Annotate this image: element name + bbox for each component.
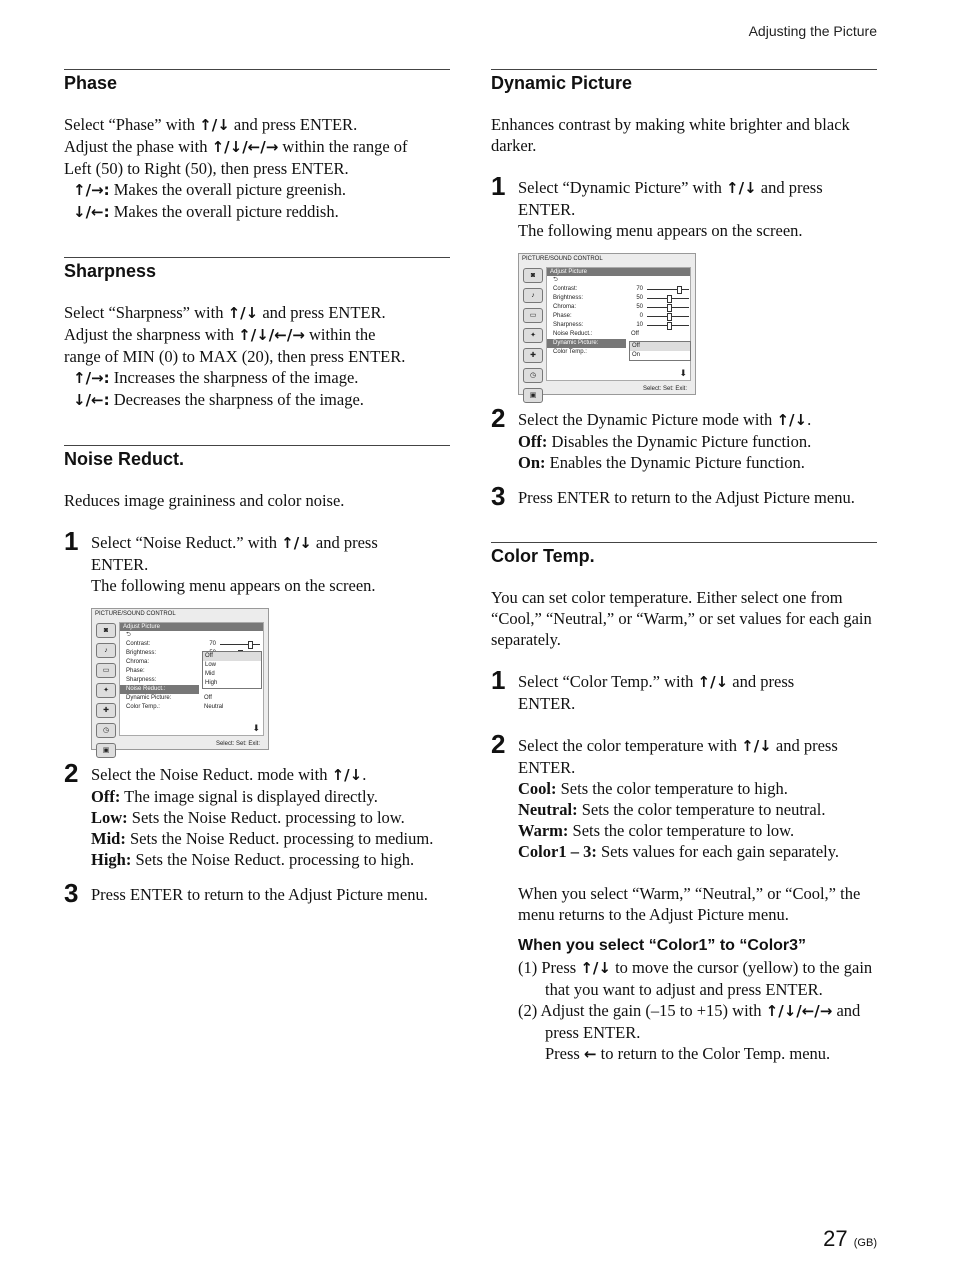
arrow-four-way-icon: ↑/↓/←/→ — [765, 1002, 833, 1020]
colortemp-heading: Color Temp. — [491, 546, 595, 566]
picture-icon: ◙ — [96, 623, 116, 638]
left-column — [64, 69, 450, 908]
arrow-up-down-icon: ↑/↓ — [281, 534, 312, 552]
substep-2-return: Press ← to return to the Color Temp. menu. — [545, 1044, 831, 1063]
step-number: 2 — [64, 758, 79, 788]
sharpness-section — [64, 257, 450, 411]
step-number: 3 — [64, 878, 79, 908]
arrow-down-left-icon: ↓/←: — [73, 391, 110, 409]
sound-icon: ♪ — [96, 643, 116, 658]
colortemp-section — [491, 542, 877, 1065]
adjust-picture-pane: Adjust Picture ⮌ Contrast: 70 Brightness: Chroma: Phase: Sharpness: Noise Reduct.: Dynamic Picture: Off Color Temp.: Neutral Off Low Mid High — [119, 622, 264, 736]
option-line: Color1 – 3: Sets values for each gain separately. — [518, 842, 840, 861]
option-line: Mid: Sets the Noise Reduct. processing to medium. — [91, 829, 434, 848]
info-icon: ▣ — [96, 743, 116, 758]
dynamic-section — [491, 69, 877, 511]
dynamic-step-1: 1 Select “Dynamic Picture” with ↑/↓ and press ENTER. The following menu appears on the screen. PICTURE/SOUND CONTROL ◙ ♪ ▭ ✦ ✚ ◷ ▣ Adjust Picture ⮌ Contrast: 70 Brightness: 50 Chroma: 50 Phase: 0 Sharpness: 10 Noise Reduct.: Off Dynamic Picture: Color Temp.: Off On ⬇ Select: Set: Exit: — [491, 177, 877, 395]
option-line: Low: Sets the Noise Reduct. processing to low. — [91, 808, 405, 827]
option-line: On: Enables the Dynamic Picture function. — [518, 453, 805, 472]
noise-menu-screenshot: PICTURE/SOUND CONTROL ◙ ♪ ▭ ✦ ✚ ◷ ▣ Adjust Picture ⮌ Contrast: 70 Brightness: Chroma: Phase: Sharpness: Noise Reduct.: Dynamic Picture: Off Color Temp.: Neutral Off Low Mid High ⬇ Select: Set: Exit: — [91, 608, 269, 750]
dynamic-heading: Dynamic Picture — [491, 73, 633, 93]
noise-step-2: 2 Select the Noise Reduct. mode with ↑/↓. Off: The image signal is displayed directly. Low: Sets the Noise Reduct. processing to low. Mid: Sets the Noise Reduct. processing to medium. High: Sets the Noise Reduct. processing to high. — [64, 764, 450, 870]
sharpness-down-left: ↓/←: Decreases the sharpness of the image. — [73, 390, 364, 409]
phase-text: Select “Phase” with ↑/↓ and press ENTER. Adjust the phase with ↑/↓/←/→ within the range of Left (50) to Right (50), then press ENTER. — [64, 115, 408, 178]
step-number: 1 — [491, 665, 506, 695]
arrow-up-down-icon: ↑/↓ — [741, 737, 772, 755]
arrow-up-down-icon: ↑/↓ — [697, 673, 729, 691]
colortemp-step-2: 2 Select the color temperature with ↑/↓ and press ENTER. Cool: Sets the color temperature to high. Neutral: Sets the color temperature to neutral. Warm: Sets the color temperature to low. Color1 – 3: Sets values for each gain separately. When you select “Warm,” “Neutral,” or “Cool,” the menu returns to the Adjust Picture menu. When you select “Color1” to “Color3” (1) Press ↑/↓ to move the cursor (yellow) to the gain that you want to adjust and press ENTER. (2) Adjust the gain (–15 to +15) with ↑/↓/←/→ and press ENTER. Press ← to return to the Color Temp. menu. — [491, 735, 877, 1065]
arrow-four-way-icon: ↑/↓/←/→ — [238, 326, 305, 344]
option-line: Warm: Sets the color temperature to low. — [518, 821, 795, 840]
arrow-up-down-icon: ↑/↓ — [331, 766, 363, 784]
input-icon: ▭ — [96, 663, 116, 678]
menu-row: Sharpness: 10 — [547, 321, 690, 330]
setup-icon: ✦ — [523, 328, 543, 343]
arrow-four-way-icon: ↑/↓/←/→ — [211, 138, 279, 156]
noise-step-1: 1 Select “Noise Reduct.” with ↑/↓ and press ENTER. The following menu appears on the screen. PICTURE/SOUND CONTROL ◙ ♪ ▭ ✦ ✚ ◷ ▣ Adjust Picture ⮌ Contrast: 70 Brightness: Chroma: Phase: Sharpness: Noise Reduct.: Dynamic Picture: Off Color Temp.: Neutral Off Low Mid High ⬇ Select: Set: Exit: — [64, 532, 450, 750]
picture-icon: ◙ — [523, 268, 543, 283]
dynamic-menu-screenshot: PICTURE/SOUND CONTROL ◙ ♪ ▭ ✦ ✚ ◷ ▣ Adjust Picture ⮌ Contrast: 70 Brightness: 50 Chroma: 50 Phase: 0 Sharpness: 10 Noise Reduct.: Off Dynamic Picture: Color Temp.: Off On ⬇ Select: Set: Exit: — [518, 253, 696, 395]
option-line: Off: Disables the Dynamic Picture function. — [518, 432, 812, 451]
phase-section — [64, 69, 450, 223]
adjust-picture-pane: Adjust Picture ⮌ Contrast: 70 Brightness: 50 Chroma: 50 Phase: 0 Sharpness: 10 Noise Reduct.: Off Dynamic Picture: Color Temp.: Off On — [546, 267, 691, 381]
menu-row: Dynamic Picture: Off — [126, 695, 212, 701]
arrow-up-right-icon: ↑/→: — [73, 181, 110, 199]
noise-section — [64, 445, 450, 908]
option-icon: ✚ — [523, 348, 543, 363]
menu-row: Chroma: 50 — [547, 303, 690, 312]
info-icon: ▣ — [523, 388, 543, 403]
arrow-up-down-icon: ↑/↓ — [726, 179, 757, 197]
sharpness-text: Select “Sharpness” with ↑/↓ and press ENTER. Adjust the sharpness with ↑/↓/←/→ within the range of MIN (0) to MAX (20), then press ENTER. — [64, 303, 406, 366]
arrow-down-left-icon: ↓/←: — [73, 203, 110, 221]
menu-row: Color Temp.: — [553, 349, 587, 355]
step-number: 1 — [64, 526, 79, 556]
setup-icon: ✦ — [96, 683, 116, 698]
option-line: High: Sets the Noise Reduct. processing to high. — [91, 850, 415, 869]
scroll-down-icon: ⬇ — [252, 723, 260, 733]
arrow-up-right-icon: ↑/→: — [73, 369, 110, 387]
timer-icon: ◷ — [523, 368, 543, 383]
colortemp-step-1: 1 Select “Color Temp.” with ↑/↓ and press ENTER. — [491, 665, 795, 713]
arrow-left-icon: ← — [583, 1045, 597, 1063]
dynamic-step-3: 3 Press ENTER to return to the Adjust Picture menu. — [491, 481, 855, 511]
menu-row-selected: Noise Reduct.: — [120, 685, 199, 694]
option-icon: ✚ — [96, 703, 116, 718]
menu-row: Phase: — [126, 668, 145, 674]
substep-1: (1) Press ↑/↓ to move the cursor (yellow) to the gain that you want to adjust and press ENTER. — [518, 958, 873, 999]
menu-row: Sharpness: — [126, 677, 157, 683]
scroll-down-icon: ⬇ — [679, 368, 687, 378]
step-number: 2 — [491, 729, 506, 759]
colortemp-note: When you select “Warm,” “Neutral,” or “Cool,” the menu returns to the Adjust Picture menu. — [518, 884, 861, 924]
page-number: 27 (GB) — [823, 1226, 877, 1251]
menu-row: Noise Reduct.: Off — [553, 331, 639, 337]
noise-step-3: 3 Press ENTER to return to the Adjust Picture menu. — [64, 878, 428, 908]
sharpness-heading: Sharpness — [64, 261, 157, 281]
noise-heading: Noise Reduct. — [64, 449, 185, 469]
arrow-up-down-icon: ↑/↓ — [580, 959, 611, 977]
menu-row: Contrast: 70 — [120, 640, 263, 649]
menu-row: Chroma: — [126, 659, 150, 665]
option-line: Cool: Sets the color temperature to high. — [518, 779, 788, 798]
step-number: 1 — [491, 171, 506, 201]
noise-intro: Reduces image graininess and color noise. — [64, 491, 345, 510]
noise-dropdown: Off Low Mid High — [202, 651, 262, 689]
menu-icon-column — [96, 623, 116, 763]
colortemp-subheading: When you select “Color1” to “Color3” — [518, 937, 807, 954]
substep-2: (2) Adjust the gain (–15 to +15) with ↑/↓/←/→ and press ENTER. — [518, 1001, 861, 1042]
menu-row: Phase: 0 — [547, 312, 690, 321]
menu-row-selected: Dynamic Picture: — [547, 339, 626, 348]
step-number: 2 — [491, 403, 506, 433]
menu-row: Contrast: 70 — [547, 285, 690, 294]
phase-down-left: ↓/←: Makes the overall picture reddish. — [73, 202, 339, 221]
dynamic-step-2: 2 Select the Dynamic Picture mode with ↑/↓. Off: Disables the Dynamic Picture function. On: Enables the Dynamic Picture function. — [491, 409, 877, 473]
step-number: 3 — [491, 481, 506, 511]
sharpness-up-right: ↑/→: Increases the sharpness of the image. — [73, 368, 359, 387]
back-icon: ⮌ — [553, 277, 558, 283]
timer-icon: ◷ — [96, 723, 116, 738]
menu-row: Brightness: 50 — [547, 294, 690, 303]
back-icon: ⮌ — [126, 632, 131, 638]
arrow-up-down-icon: ↑/↓ — [776, 411, 808, 429]
right-column — [491, 69, 877, 1065]
arrow-up-down-icon: ↑/↓ — [199, 116, 230, 134]
input-icon: ▭ — [523, 308, 543, 323]
phase-heading: Phase — [64, 73, 118, 93]
arrow-up-down-icon: ↑/↓ — [227, 304, 259, 322]
option-line: Off: The image signal is displayed directly. — [91, 787, 378, 806]
phase-up-right: ↑/→: Makes the overall picture greenish. — [73, 180, 347, 199]
dynamic-dropdown: Off On — [629, 341, 691, 361]
colortemp-intro: You can set color temperature. Either select one from “Cool,” “Neutral,” or “Warm,” or set values for each gain separately. — [491, 588, 872, 649]
menu-icon-column — [523, 268, 543, 408]
running-header: Adjusting the Picture — [748, 23, 877, 39]
option-line: Neutral: Sets the color temperature to neutral. — [518, 800, 826, 819]
menu-row: Brightness: — [120, 649, 263, 658]
dynamic-intro: Enhances contrast by making white brighter and black darker. — [491, 115, 850, 155]
sound-icon: ♪ — [523, 288, 543, 303]
menu-row: Color Temp.: Neutral — [126, 704, 224, 710]
